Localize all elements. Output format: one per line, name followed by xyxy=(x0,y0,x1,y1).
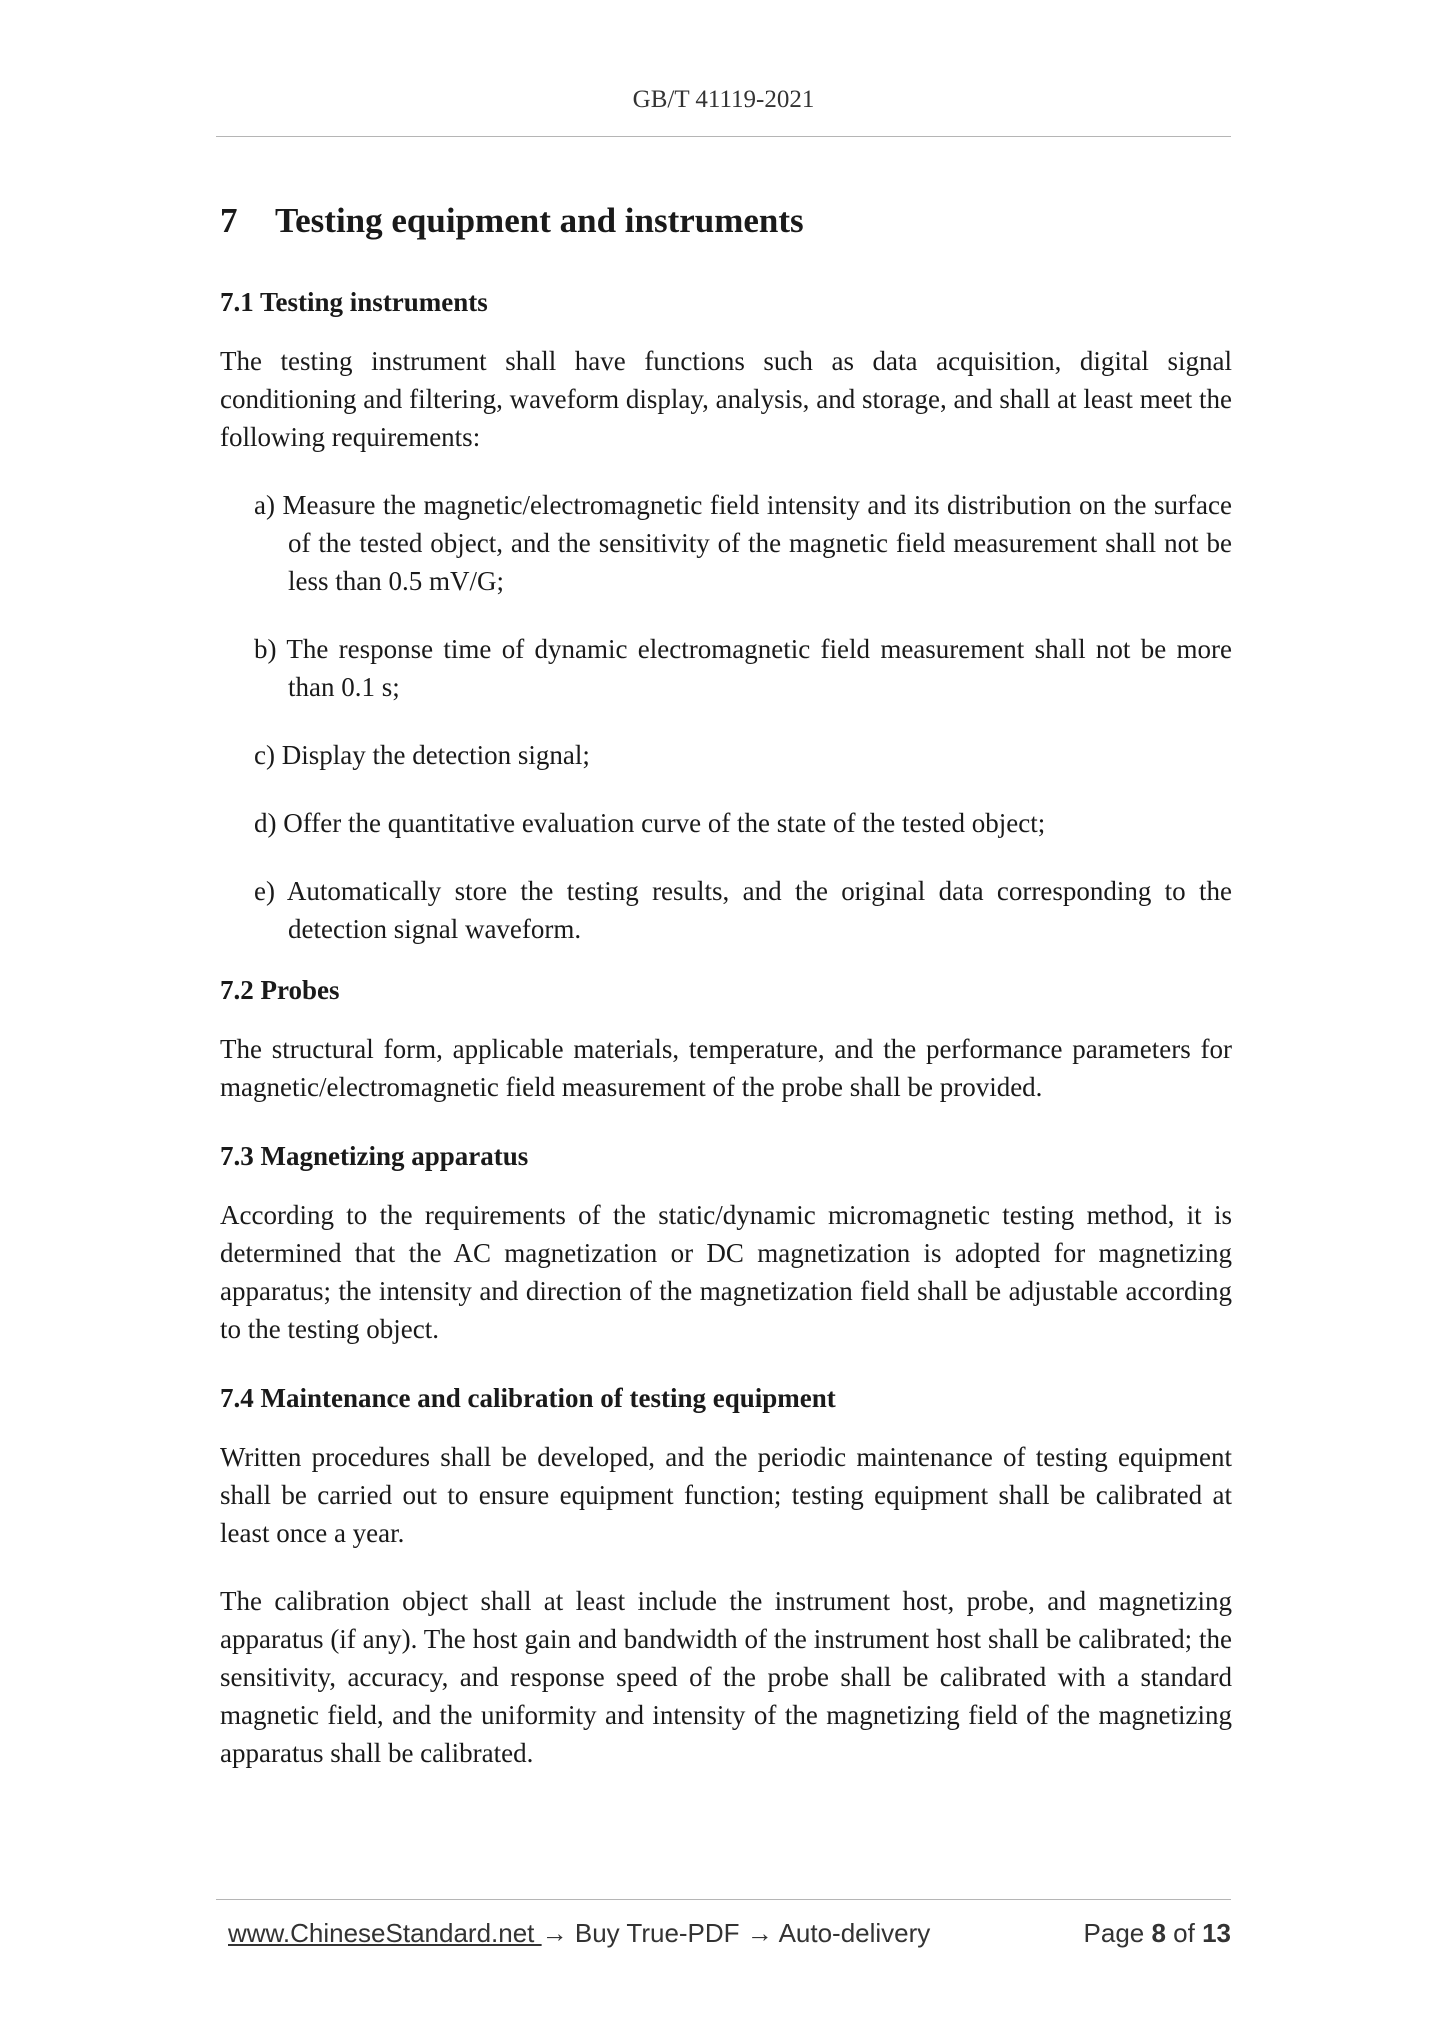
page-footer xyxy=(228,1918,1231,1949)
list-item-a: a) Measure the magnetic/electromagnetic field intensity and its distribution on the surface of the tested object, and the sensitivity of the magnetic field measurement shall not be less than 0.5 mV/G; xyxy=(254,490,1232,596)
list-item-b: b) The response time of dynamic electromagnetic field measurement shall not be more than 0.1 s; xyxy=(254,634,1232,702)
page-total: 13 xyxy=(1202,1918,1231,1948)
section-7-title-text: Testing equipment and instruments xyxy=(275,201,804,240)
page-label: Page xyxy=(1083,1918,1152,1948)
page-current: 8 xyxy=(1151,1918,1166,1948)
section-7-4-para-1: Written procedures shall be developed, and the periodic maintenance of testing equipment shall be carried out to ensure equipment function; testing equipment shall be calibrated at least once a year. xyxy=(220,1442,1232,1548)
page-content xyxy=(220,196,1232,1802)
page-indicator xyxy=(1084,1918,1231,1949)
page-of: of xyxy=(1165,1918,1203,1948)
running-header: GB/T 41119-2021 xyxy=(632,86,815,113)
section-7-1-intro: The testing instrument shall have functions such as data acquisition, digital signal conditioning and filtering, waveform display, analysis, and storage, and shall at least meet the following requirements: xyxy=(220,346,1232,452)
arrow-right-icon: → xyxy=(746,1918,773,1948)
section-7-3-text: According to the requirements of the static/dynamic micromagnetic testing method, it is determined that the AC magnetization or DC magnetization is adopted for magnetizing apparatus; the intensity and direction of the magnetization field shall be adjustable according to the testing object. xyxy=(220,1200,1232,1344)
section-7-number: 7 xyxy=(220,201,238,240)
footer-promo xyxy=(228,1918,930,1949)
section-7-2-text: The structural form, applicable materials, temperature, and the performance parameters for magnetic/electromagnetic field measurement of the probe shall be provided. xyxy=(220,1034,1232,1102)
list-item-e: e) Automatically store the testing results, and the original data corresponding to the detection signal waveform. xyxy=(254,876,1232,944)
section-7-4-heading: 7.4 Maintenance and calibration of testing equipment xyxy=(220,1383,836,1413)
requirements-list xyxy=(254,486,1232,948)
section-7-2-heading: 7.2 Probes xyxy=(220,975,340,1005)
site-link[interactable]: www.ChineseStandard.net xyxy=(228,1918,542,1948)
section-7-1-heading: 7.1 Testing instruments xyxy=(220,287,488,317)
list-item-d: d) Offer the quantitative evaluation curve of the state of the tested object; xyxy=(254,808,1046,838)
footer-divider xyxy=(216,1899,1231,1900)
header-divider xyxy=(216,136,1231,137)
list-item-c: c) Display the detection signal; xyxy=(254,740,590,770)
section-7-4-para-2: The calibration object shall at least include the instrument host, probe, and magnetizing apparatus (if any). The host gain and bandwidth of the instrument host shall be calibrated; the sensitivity, accuracy, and response speed of the probe shall be calibrated with a standard magnetic field, and the uniformity and intensity of the magnetizing field of the magnetizing apparatus shall be calibrated. xyxy=(220,1586,1232,1768)
section-7-3-heading: 7.3 Magnetizing apparatus xyxy=(220,1141,529,1171)
buy-text: Buy True-PDF xyxy=(567,1918,747,1948)
delivery-text: Auto-delivery xyxy=(772,1918,931,1948)
arrow-right-icon: → xyxy=(541,1918,568,1948)
section-7-title xyxy=(220,196,1232,246)
